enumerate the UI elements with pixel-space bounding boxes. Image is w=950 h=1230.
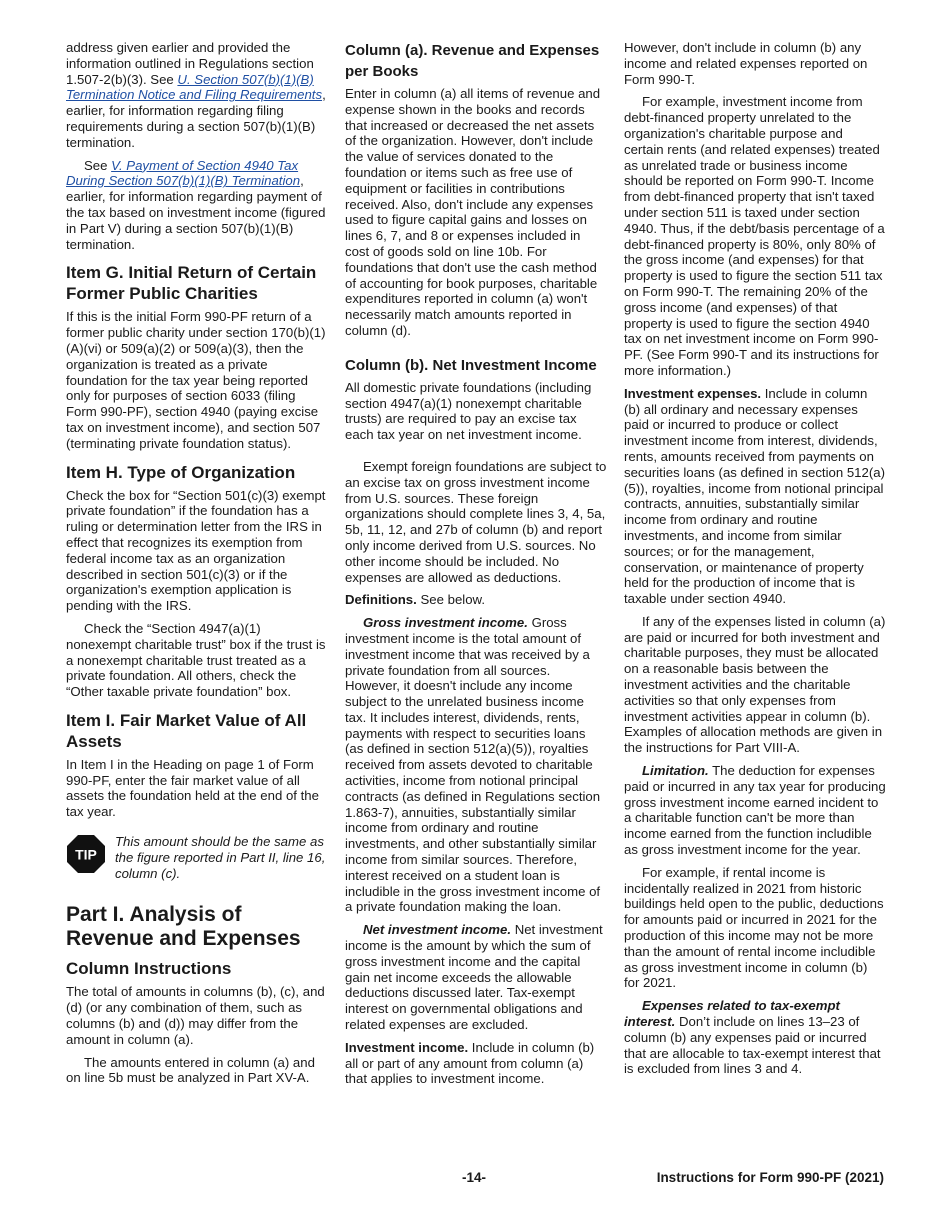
page-number: -14-	[462, 1170, 487, 1185]
paragraph: Net investment income. Net investment income is the amount by which the sum of gross investment income and the capital gain net income exceeds the allowable deductions discussed later. Tax-exempt interest on governmental obligations and related expenses are excluded.	[345, 922, 603, 1033]
paragraph: For example, if rental income is incidentally realized in 2021 from historic buildings held open to the public, deductions for amounts paid or incurred in 2021 for the production of this income may not be more than the amount of rental income includible as gross investment income in column (b) for 2021.	[624, 864, 884, 991]
column-3	[624, 40, 886, 1084]
paragraph: Check the box for “Section 501(c)(3) exempt private foundation” if the foundation has a ruling or determination letter from the IRS in effect that recognizes its exemption from federal income tax as an organization described in section 501(c)(3) or if the organization's exemption application is pending with the IRS.	[66, 487, 326, 614]
paragraph: Exempt foreign foundations are subject to an excise tax on gross investment income from U.S. sources. These foreign organizations should complete lines 3, 4, 5a, 5b, 11, 12, and 27b of column (b) and report only income derived from U.S. sources. No other income should be included. No expenses are allowed as deductions.	[345, 458, 607, 585]
paragraph: Gross investment income. Gross investment income is the total amount of investment income that was received by a private foundation from all sources. However, it doesn't include any income subject to the unrelated business income tax. It includes interest, dividends, rents, payments with respect to securities loans (as defined in section 512(a)(5)), royalties received from assets devoted to charitable activities, income from notional principal contracts (as defined in Regulations section 1.863-7), annuities, substantially similar income from ordinary and routine investments, and other substantially similar income from similar sources. Therefore, interest received on a student loan is includible in the gross investment income of a private foundation making the loan.	[345, 615, 601, 915]
paragraph: Investment income. Include in column (b) all or part of any amount from column (a) that applies to investment income.	[345, 1039, 595, 1087]
paragraph: address given earlier and provided the information outlined in Regulations section 1.507-2(b)(3). See U. Section 507(b)(1)(B) Termination Notice and Filing Requirements, earlier, for information regarding filing requirements during a section 507(b)(1)(B) termination.	[66, 40, 326, 150]
paragraph: Investment expenses. Include in column (b) all ordinary and necessary expenses paid or incurred to produce or collect investment income from interest, dividends, rents, amounts received from payments on securities loans (as defined in section 512(a)(5)), royalties, income from notional principal contracts, annuities, substantially similar income from ordinary and routine investments, and income from similar sources; or for the management, conservation, or maintenance of property held for the production of income that is taxable under section 4940.	[624, 385, 885, 607]
form-title: Instructions for Form 990-PF (2021)	[656, 1170, 884, 1185]
column-2	[345, 40, 607, 1094]
paragraph: Limitation. The deduction for expenses paid or incurred in any tax year for producing gross investment income earned incident to a charitable function can't be more than income earned from the function includible as gross investment income for the year.	[624, 763, 886, 858]
heading-item-i: Item I. Fair Market Value of All Assets	[66, 710, 307, 751]
paragraph: For example, investment income from debt-financed property unrelated to the organization's charitable purpose and certain rents (and related expenses) treated as unrelated trade or business income should be reported on Form 990-T. Income from debt-financed property that isn't taxed under section 511 is taxed under section 4940. Thus, if the debt/basis percentage of a debt-financed property is 80%, only 80% of the gross income (and expenses) for that property is used to figure the section 511 tax on Form 990-T. The remaining 20% of the gross income (and expenses) of that property is used to figure the section 4940 tax on net investment income on Form 990-PF. (See Form 990-T and its instructions for more information.)	[624, 94, 885, 378]
paragraph: Check the “Section 4947(a)(1) nonexempt charitable trust” box if the trust is a nonexempt charitable trust treated as a private foundation. All others, check the “Other taxable private foundation” box.	[66, 620, 326, 700]
column-1	[66, 40, 328, 1093]
paragraph: In Item I in the Heading on page 1 of Form 990-PF, enter the fair market value of all assets the foundation held at the end of the tax year.	[66, 756, 319, 820]
paragraph: Definitions. See below.	[345, 592, 485, 608]
paragraph: See V. Payment of Section 4940 Tax During Section 507(b)(1)(B) Termination, earlier, for information regarding payment of the tax based on investment income (figured in Part V) during a section 507(b)(1)(B) termination.	[66, 157, 326, 252]
heading-part-1: Part I. Analysis of Revenue and Expenses	[66, 903, 301, 951]
paragraph: All domestic private foundations (including section 4947(a)(1) nonexempt charitable trusts) are required to pay an excise tax each tax year on net investment income.	[345, 379, 592, 443]
tip-text: This amount should be the same as the figure reported in Part II, line 16, column (c).	[115, 834, 326, 881]
paragraph: Expenses related to tax-exempt interest. Don’t include on lines 13–23 of column (b) any expenses paid or incurred that are allocable to tax-exempt interest that is excluded from lines 3 and 4.	[624, 998, 881, 1077]
paragraph: Enter in column (a) all items of revenue and expense shown in the books and records that increased or decreased the net assets of the organization. However, don't include the value of services donated to the foundation or items such as free use of equipment or facilities in contributions received. Also, don't include any expenses used to figure capital gains and losses on lines 6, 7, and 8 or expenses included in cost of goods sold on line 10b. For foundations that don't use the cash method of accounting for book purposes, charitable expenditures reported in column (a) won't necessarily match amounts reported in column (d).	[345, 86, 601, 338]
heading-item-h: Item H. Type of Organization	[66, 462, 296, 482]
paragraph: The total of amounts in columns (b), (c), and (d) (or any combination of them, such as columns (b) and (d)) may differ from the amount in column (a).	[66, 984, 325, 1047]
link-payment-section-4940-tax[interactable]: V. Payment of Section 4940 Tax During Section 507(b)(1)(B) Termination	[66, 157, 301, 189]
link-section-507-termination-notice[interactable]: U. Section 507(b)(1)(B) Termination Notice and Filing Requirements	[66, 71, 323, 103]
paragraph: If this is the initial Form 990-PF return of a former public charity under section 170(b)(1)(A)(vi) or 509(a)(2) or 509(a)(3), then the organization is treated as a private foundation for the tax year being reported only for purposes of section 6033 (filing Form 990-PF), section 4940 (paying excise tax on investment income), and section 507 (terminating private foundation status).	[66, 309, 326, 451]
paragraph: However, don't include in column (b) any income and related expenses reported on Form 990-T.	[624, 40, 868, 87]
tip-icon	[66, 834, 106, 874]
heading-column-a: Column (a). Revenue and Expenses per Books	[345, 42, 600, 80]
heading-column-instructions: Column Instructions	[66, 959, 232, 979]
tip-box	[66, 834, 328, 881]
paragraph: The amounts entered in column (a) and on line 5b must be analyzed in Part XV-A.	[66, 1054, 315, 1086]
tip-label: TIP	[75, 846, 97, 863]
heading-column-b: Column (b). Net Investment Income	[345, 356, 597, 374]
paragraph: If any of the expenses listed in column (a) are paid or incurred for both investment and charitable purposes, they must be allocated on a reasonable basis between the investment activities and the charitable activities so that only expenses from investment activities appear in column (b). Examples of allocation methods are given in the instructions for Part VIII-A.	[624, 613, 886, 756]
heading-item-g: Item G. Initial Return of Certain Former Public Charities	[66, 263, 317, 304]
